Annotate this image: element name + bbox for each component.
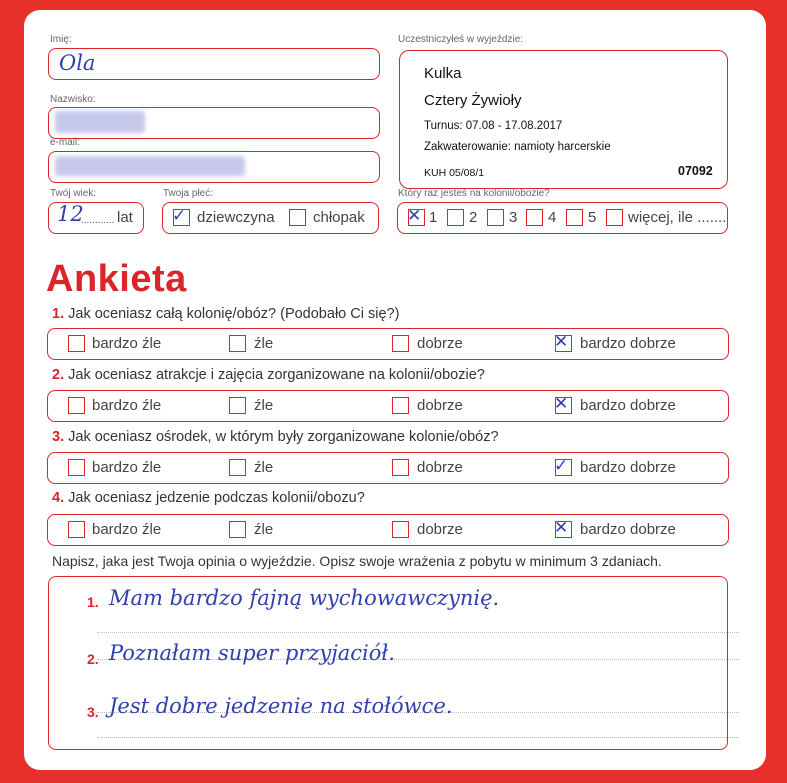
rating-label: bardzo źle [92, 335, 162, 352]
trip-number: 07092 [678, 164, 713, 178]
rating-checkbox-bardzo-zle[interactable] [68, 335, 85, 352]
survey-sheet [24, 10, 766, 770]
question-text: Jak oceniasz atrakcje i zajęcia zorganizowane na kolonii/obozie? [68, 367, 485, 383]
imie-label: Imię: [50, 34, 72, 45]
question-text: Jak oceniasz całą kolonię/obóz? (Podobało Ci się?) [68, 306, 400, 322]
rating-label: bardzo źle [92, 397, 162, 414]
ktory-option-1: 1 [429, 209, 438, 226]
imie-field[interactable] [48, 48, 380, 80]
ruled-line [97, 737, 739, 738]
rating-label: dobrze [417, 521, 463, 538]
rating-checkbox-zle[interactable] [229, 459, 246, 476]
cross-mark-icon: ✕ [554, 518, 569, 538]
plec-checkbox-chlopak[interactable] [289, 209, 306, 226]
rating-row-1 [47, 328, 729, 360]
rating-checkbox-dobrze[interactable] [392, 397, 409, 414]
rating-label: źle [254, 459, 274, 476]
check-mark-icon: ✓ [172, 206, 187, 226]
question-3 [52, 429, 499, 445]
rating-checkbox-bardzo-dobrze[interactable] [554, 332, 572, 352]
email-field[interactable] [48, 151, 380, 183]
question-1 [52, 306, 399, 322]
ktory-checkbox-4[interactable] [526, 209, 543, 226]
question-number: 4. [52, 490, 65, 506]
nazwisko-redacted [55, 111, 145, 133]
ktory-checkbox-3[interactable] [487, 209, 504, 226]
rating-checkbox-bardzo-dobrze[interactable] [554, 518, 572, 538]
question-4 [52, 490, 365, 506]
rating-label: źle [254, 397, 274, 414]
ktory-option-2: 2 [469, 209, 478, 226]
plec-checkbox-dziewczyna[interactable] [172, 206, 190, 226]
rating-row-2 [47, 390, 729, 422]
trip-zakwaterowanie: Zakwaterowanie: namioty harcerskie [424, 141, 611, 153]
wiek-unit: lat [117, 209, 133, 226]
question-text: Jak oceniasz ośrodek, w którym były zorganizowane kolonie/obóz? [68, 429, 499, 445]
wiek-dots: ............ [81, 215, 115, 226]
plec-option-chlopak: chłopak [313, 209, 365, 226]
email-redacted [55, 156, 245, 176]
opinion-number: 3. [87, 704, 99, 720]
cross-mark-icon: ✕ [407, 206, 422, 226]
rating-label: bardzo dobrze [580, 397, 676, 414]
ktory-label: Który raz jesteś na kolonii/obozie? [398, 188, 550, 199]
rating-label: dobrze [417, 459, 463, 476]
trip-ticket [399, 50, 728, 189]
opinion-text: Mam bardzo fajną wychowawczynię. [109, 586, 500, 610]
rating-label: dobrze [417, 397, 463, 414]
imie-value: Ola [59, 51, 96, 75]
ktory-checkbox-5[interactable] [566, 209, 583, 226]
plec-field [162, 202, 379, 234]
trip-name-2: Cztery Żywioły [424, 92, 522, 109]
question-text: Jak oceniasz jedzenie podczas kolonii/obozu? [68, 490, 365, 506]
ktory-option-3: 3 [509, 209, 518, 226]
rating-checkbox-dobrze[interactable] [392, 521, 409, 538]
rating-row-4 [47, 514, 729, 546]
question-2 [52, 367, 485, 383]
rating-label: źle [254, 521, 274, 538]
ktory-field [397, 202, 728, 234]
opinion-field[interactable] [48, 576, 728, 750]
rating-checkbox-bardzo-zle[interactable] [68, 521, 85, 538]
opinion-text: Poznałam super przyjaciół. [109, 641, 395, 665]
trip-code: KUH 05/08/1 [424, 167, 485, 179]
ktory-option-wiecej: więcej, ile ....... [628, 209, 727, 226]
rating-checkbox-bardzo-zle[interactable] [68, 459, 85, 476]
rating-label: dobrze [417, 335, 463, 352]
rating-checkbox-bardzo-dobrze[interactable] [554, 394, 572, 414]
nazwisko-label: Nazwisko: [50, 94, 96, 105]
survey-title: Ankieta [46, 258, 187, 300]
rating-label: źle [254, 335, 274, 352]
check-mark-icon: ✓ [554, 456, 569, 476]
wiek-label: Twój wiek: [50, 188, 97, 199]
trip-name-1: Kulka [424, 65, 462, 82]
rating-checkbox-bardzo-dobrze[interactable] [554, 456, 572, 476]
cross-mark-icon: ✕ [554, 394, 569, 414]
rating-checkbox-zle[interactable] [229, 521, 246, 538]
question-number: 3. [52, 429, 65, 445]
rating-label: bardzo dobrze [580, 459, 676, 476]
wiek-field[interactable] [48, 202, 144, 234]
plec-option-dziewczyna: dziewczyna [197, 209, 275, 226]
rating-label: bardzo źle [92, 459, 162, 476]
opinion-number: 1. [87, 594, 99, 610]
opinion-text: Jest dobre jedzenie na stołówce. [109, 694, 453, 718]
nazwisko-field[interactable] [48, 107, 380, 139]
ktory-checkbox-wiecej[interactable] [606, 209, 623, 226]
rating-checkbox-zle[interactable] [229, 397, 246, 414]
email-label: e-mail: [50, 137, 81, 148]
plec-label: Twoja płeć: [163, 188, 214, 199]
ruled-line [97, 632, 739, 633]
ktory-checkbox-2[interactable] [447, 209, 464, 226]
opinion-number: 2. [87, 651, 99, 667]
rating-label: bardzo źle [92, 521, 162, 538]
rating-checkbox-bardzo-zle[interactable] [68, 397, 85, 414]
question-number: 2. [52, 367, 65, 383]
trip-turnus: Turnus: 07.08 - 17.08.2017 [424, 120, 563, 132]
rating-label: bardzo dobrze [580, 335, 676, 352]
rating-row-3 [47, 452, 729, 484]
rating-checkbox-dobrze[interactable] [392, 335, 409, 352]
rating-checkbox-dobrze[interactable] [392, 459, 409, 476]
ktory-option-4: 4 [548, 209, 557, 226]
wiek-value: 12 [57, 202, 84, 226]
uczestnik-label: Uczestniczyłeś w wyjeździe: [398, 34, 524, 45]
question-number: 1. [52, 306, 65, 322]
ktory-option-5: 5 [588, 209, 597, 226]
rating-label: bardzo dobrze [580, 521, 676, 538]
cross-mark-icon: ✕ [554, 332, 569, 352]
opinion-prompt: Napisz, jaka jest Twoja opinia o wyjeździe. Opisz swoje wrażenia z pobytu w minimum 3 zdaniach. [52, 553, 662, 569]
ktory-checkbox-1[interactable] [407, 206, 425, 226]
rating-checkbox-zle[interactable] [229, 335, 246, 352]
